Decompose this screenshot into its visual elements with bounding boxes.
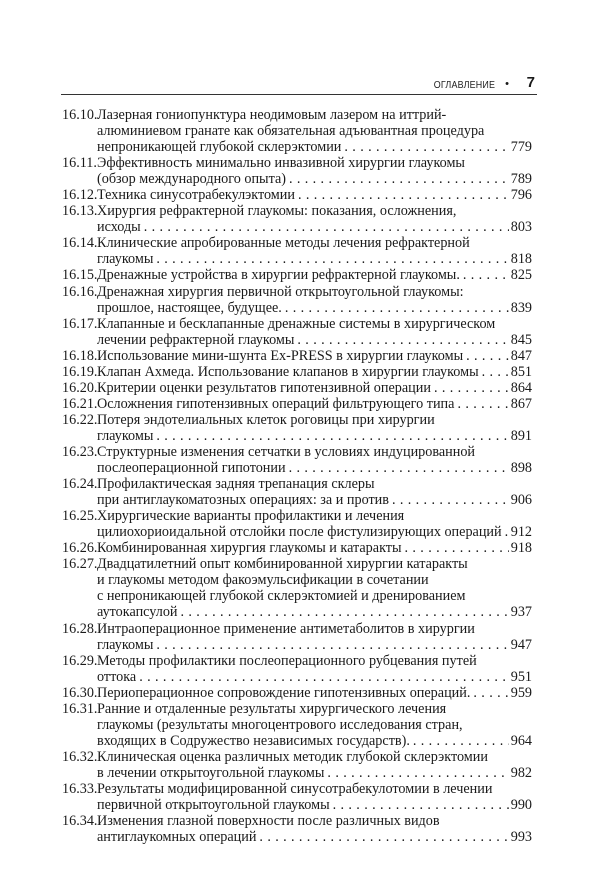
running-header xyxy=(61,76,537,95)
entry-page-number[interactable]: 918 xyxy=(510,540,532,557)
entry-page-number[interactable]: 796 xyxy=(510,187,532,204)
entry-title-line: Лазерная гониопунктура неодимовым лазером на иттрий- xyxy=(97,107,447,123)
toc-entry[interactable] xyxy=(62,540,532,556)
entry-title-line: Ранние и отдаленные результаты хирургического лечения xyxy=(97,700,447,717)
entry-page-number[interactable]: 937 xyxy=(510,604,532,621)
dot-leader xyxy=(463,348,509,364)
entry-number: 16.33. xyxy=(62,780,98,797)
entry-title-line: алюминиевом гранате как обязательная адъювантная процедура xyxy=(97,123,485,140)
entry-title-line: Критерии оценки результатов гипотензивной операции xyxy=(97,379,431,396)
dot-leader xyxy=(286,171,509,187)
entry-page-number[interactable]: 898 xyxy=(510,460,532,477)
entry-title-line: Использование мини-шунта Ex-PRESS в хирургии глаукомы xyxy=(97,347,464,364)
entry-page-number[interactable]: 867 xyxy=(510,395,532,412)
entry-page-number[interactable]: 947 xyxy=(510,636,532,653)
entry-page-number[interactable]: 990 xyxy=(510,797,532,814)
dot-leader xyxy=(389,492,509,508)
entry-page-number[interactable]: 803 xyxy=(510,219,532,236)
dot-leader xyxy=(282,300,509,316)
entry-page-number[interactable]: 789 xyxy=(510,171,532,188)
dot-leader xyxy=(153,251,508,267)
dot-leader xyxy=(178,604,509,620)
entry-number: 16.31. xyxy=(62,700,98,717)
entry-number: 16.13. xyxy=(62,203,98,220)
toc-entry[interactable] xyxy=(62,653,532,685)
entry-title-line: аутокапсулой xyxy=(97,604,178,621)
dot-leader xyxy=(341,139,508,155)
entry-title-line: Изменения глазной поверхности после различных видов xyxy=(97,813,440,830)
toc-entry[interactable] xyxy=(62,380,532,396)
entry-number: 16.16. xyxy=(62,283,98,300)
dot-leader xyxy=(479,364,509,380)
entry-number: 16.32. xyxy=(62,748,98,765)
entry-title-line: глаукомы xyxy=(97,251,154,268)
toc-entry[interactable] xyxy=(62,348,532,364)
entry-title-line: Клапанные и бесклапанные дренажные системы в хирургическом xyxy=(97,315,496,332)
entry-number: 16.23. xyxy=(62,443,98,460)
entry-title-line: Техника синусотрабекулэктомии xyxy=(97,187,295,204)
entry-page-number[interactable]: 912 xyxy=(510,524,532,541)
toc-entry[interactable] xyxy=(62,203,532,235)
bullet-separator: • xyxy=(505,78,509,90)
dot-leader xyxy=(286,460,509,476)
toc-entry[interactable] xyxy=(62,267,532,283)
entry-page-number[interactable]: 964 xyxy=(510,732,532,749)
toc-entry[interactable] xyxy=(62,444,532,476)
toc-entry[interactable] xyxy=(62,235,532,267)
entry-number: 16.24. xyxy=(62,476,98,493)
entry-page-number[interactable]: 845 xyxy=(510,331,532,348)
dot-leader xyxy=(136,669,509,685)
dot-leader xyxy=(330,797,509,813)
entry-number: 16.34. xyxy=(62,813,98,830)
entry-number: 16.26. xyxy=(62,540,98,557)
toc-entry[interactable] xyxy=(62,476,532,508)
entry-title-line: Двадцатилетний опыт комбинированной хирургии катаракты xyxy=(97,556,468,573)
dot-leader xyxy=(153,428,508,444)
entry-number: 16.30. xyxy=(62,684,98,701)
entry-title-line: Интраоперационное применение антиметаболитов в хирургии xyxy=(97,620,475,637)
entry-title-line: Дренажная хирургия первичной открытоугольной глаукомы: xyxy=(97,283,464,300)
entry-title-line: входящих в Содружество независимых государств). xyxy=(97,732,410,749)
entry-title-line: Методы профилактики послеоперационного рубцевания путей xyxy=(97,652,477,669)
entry-title-line: глаукомы (результаты многоцентрового исследования стран, xyxy=(97,716,463,733)
page-number: 7 xyxy=(526,74,535,91)
entry-title-line: Клинические апробированные методы лечения рефрактерной xyxy=(97,235,470,252)
entry-number: 16.28. xyxy=(62,620,98,637)
entry-title-line: исходы xyxy=(97,219,141,236)
toc-entry[interactable] xyxy=(62,508,532,540)
dot-leader xyxy=(402,540,509,556)
toc-entry[interactable] xyxy=(62,284,532,316)
entry-page-number[interactable]: 891 xyxy=(510,427,532,444)
entry-title-line: цилиохориоидальной отслойки после фистулизирующих операций xyxy=(97,524,502,541)
toc-entry[interactable] xyxy=(62,556,532,620)
toc-entry[interactable] xyxy=(62,701,532,749)
entry-page-number[interactable]: 825 xyxy=(510,267,532,284)
entry-number: 16.27. xyxy=(62,556,98,573)
entry-number: 16.10. xyxy=(62,107,98,123)
toc-entry[interactable] xyxy=(62,364,532,380)
dot-leader xyxy=(295,187,509,203)
toc-entry[interactable] xyxy=(62,187,532,203)
entry-title-line: Профилактическая задняя трепанация склеры xyxy=(97,476,375,493)
toc-entry[interactable] xyxy=(62,107,532,155)
entry-title-line: первичной открытоугольной глаукомы xyxy=(97,797,330,814)
entry-title-line: лечении рефрактерной глаукомы xyxy=(97,331,295,348)
entry-title-line: (обзор международного опыта) xyxy=(97,171,286,188)
entry-title-line: Эффективность минимально инвазивной хирургии глаукомы xyxy=(97,155,465,172)
entry-number: 16.21. xyxy=(62,395,98,412)
entry-title-line: Дренажные устройства в хирургии рефрактерной глаукомы. xyxy=(97,267,460,284)
entry-title-line: глаукомы xyxy=(97,427,154,444)
entry-number: 16.19. xyxy=(62,363,98,380)
entry-title-line: послеоперационной гипотонии xyxy=(97,460,286,477)
entry-page-number[interactable]: 982 xyxy=(510,764,532,781)
toc-entry[interactable] xyxy=(62,813,532,845)
entry-number: 16.29. xyxy=(62,652,98,669)
entry-page-number[interactable]: 818 xyxy=(510,251,532,268)
dot-leader xyxy=(460,267,509,283)
entry-number: 16.14. xyxy=(62,235,98,252)
entry-number: 16.17. xyxy=(62,315,98,332)
entry-title-line: Клиническая оценка различных методик глубокой склерэктомии xyxy=(97,748,488,765)
entry-title-line: при антиглаукоматозных операциях: за и против xyxy=(97,492,389,509)
entry-title-line: прошлое, настоящее, будущее. xyxy=(97,299,282,316)
entry-title-line: и глаукомы методом факоэмульсификации в сочетании xyxy=(97,572,429,589)
entry-number: 16.18. xyxy=(62,347,98,364)
entry-title-line: Хирургические варианты профилактики и лечения xyxy=(97,508,405,525)
entry-number: 16.25. xyxy=(62,508,98,525)
entry-title-line: глаукомы xyxy=(97,636,154,653)
toc-entry[interactable] xyxy=(62,621,532,653)
dot-leader xyxy=(294,332,508,348)
dot-leader xyxy=(431,380,509,396)
entry-title-line: Результаты модифицированной синусотрабекулотомии в лечении xyxy=(97,780,493,797)
dot-leader xyxy=(470,685,508,701)
dot-leader xyxy=(153,637,508,653)
entry-title-line: непроникающей глубокой склерэктомии xyxy=(97,139,342,156)
toc-entry[interactable] xyxy=(62,412,532,444)
entry-title-line: Хирургия рефрактерной глаукомы: показания, осложнения, xyxy=(97,203,457,220)
entry-number: 16.20. xyxy=(62,379,98,396)
entry-title-line: Периоперационное сопровождение гипотензивных операций. xyxy=(97,684,471,701)
entry-page-number[interactable]: 851 xyxy=(510,363,532,380)
dot-leader xyxy=(256,829,508,845)
entry-title-line: оттока xyxy=(97,668,137,685)
entry-title-line: антиглаукомных операций xyxy=(97,829,257,846)
entry-page-number[interactable]: 906 xyxy=(510,492,532,509)
entry-title-line: с непроникающей глубокой склерэктомией и дренированием xyxy=(97,588,466,605)
entry-title-line: Клапан Ахмеда. Использование клапанов в хирургии глаукомы xyxy=(97,363,479,380)
toc-entry[interactable] xyxy=(62,685,532,701)
entry-number: 16.22. xyxy=(62,411,98,428)
toc-entry[interactable] xyxy=(62,396,532,412)
table-of-contents xyxy=(62,107,532,845)
toc-entry[interactable] xyxy=(62,316,532,348)
dot-leader xyxy=(324,765,508,781)
entry-page-number[interactable]: 864 xyxy=(510,379,532,396)
dot-leader xyxy=(454,396,508,412)
toc-entry[interactable] xyxy=(62,155,532,187)
toc-entry[interactable] xyxy=(62,781,532,813)
dot-leader xyxy=(141,219,509,235)
entry-page-number[interactable]: 779 xyxy=(510,139,532,156)
entry-number: 16.15. xyxy=(62,267,98,284)
entry-title-line: Структурные изменения сетчатки в условиях индуцированной xyxy=(97,443,476,460)
entry-page-number[interactable]: 993 xyxy=(510,829,532,846)
entry-title-line: Комбинированная хирургия глаукомы и катаракты xyxy=(97,540,402,557)
entry-title-line: Осложнения гипотензивных операций фильтрующего типа xyxy=(97,395,455,412)
entry-title-line: Потеря эндотелиальных клеток роговицы при хирургии xyxy=(97,411,435,428)
entry-page-number[interactable]: 951 xyxy=(510,668,532,685)
entry-page-number[interactable]: 847 xyxy=(510,347,532,364)
entry-page-number[interactable]: 839 xyxy=(510,299,532,316)
entry-number: 16.11. xyxy=(62,155,97,172)
section-title: ОГЛАВЛЕНИЕ xyxy=(433,79,495,91)
entry-title-line: в лечении открытоугольной глаукомы xyxy=(97,764,325,781)
entry-number: 16.12. xyxy=(62,187,98,204)
toc-entry[interactable] xyxy=(62,749,532,781)
dot-leader xyxy=(502,524,509,540)
dot-leader xyxy=(410,733,509,749)
entry-page-number[interactable]: 959 xyxy=(510,684,532,701)
